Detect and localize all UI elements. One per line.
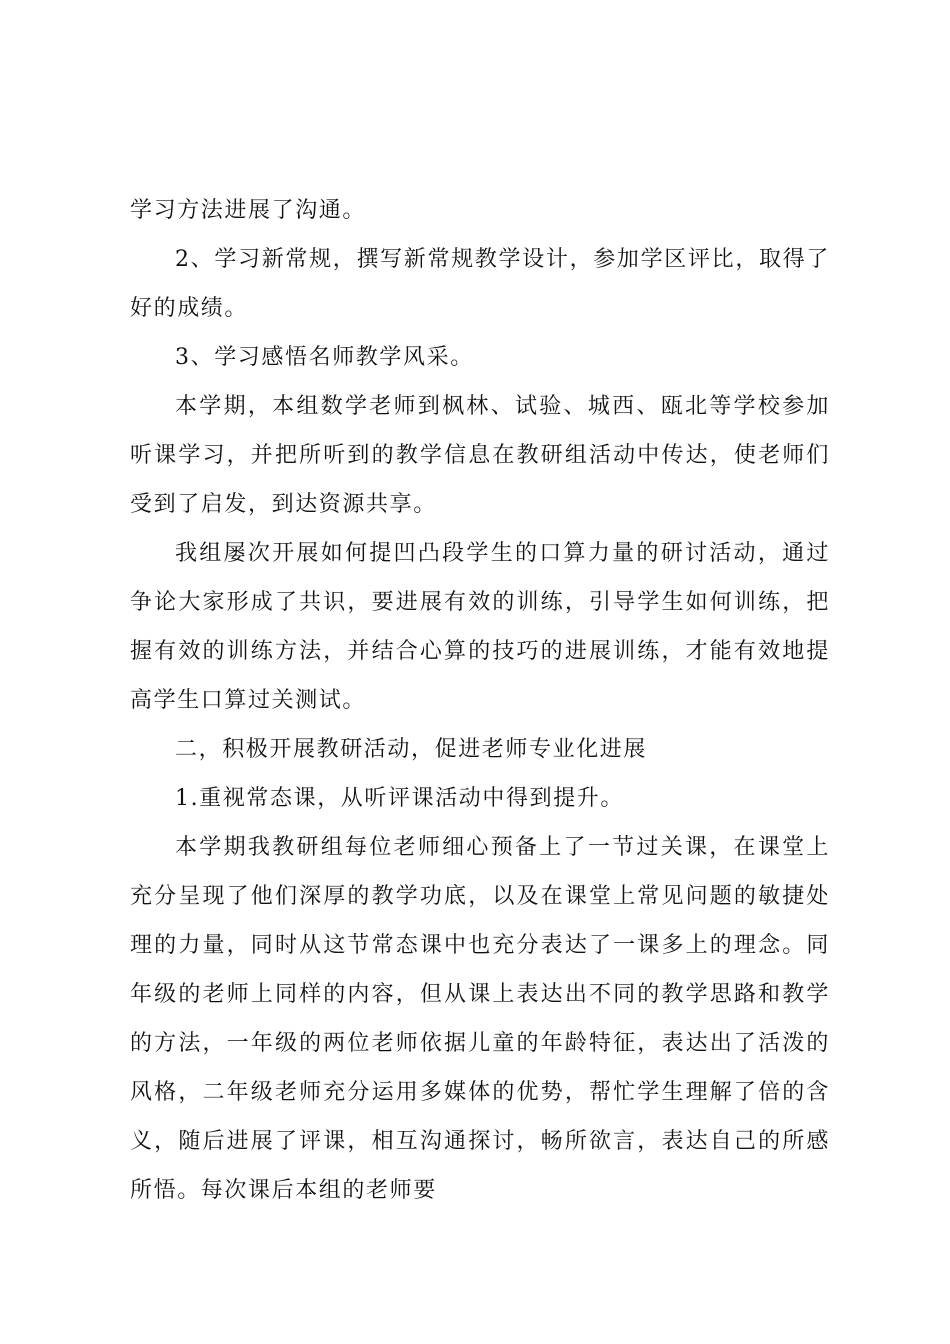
document-body [130, 186, 830, 1215]
paragraph-continuation: 学习方法进展了沟通。 [130, 198, 367, 223]
paragraph-class-review: 本学期我教研组每位老师细心预备上了一节过关课，在课堂上充分呈现了他们深厚的教学功底，以及在课堂上常见问题的敏捷处理的力量，同时从这节常态课中也充分表达了一课多上的理念。同年级的老师上同样的内容，但从课上表达出不同的教学思路和教学的方法，一年级的两位老师依据儿童的年龄特征，表达出了活泼的风格，二年级老师充分运用多媒体的优势，帮忙学生理解了倍的含义，随后进展了评课，相互沟通探讨，畅所欲言，表达自己的所感所悟。每次课后本组的老师要 [130, 835, 830, 1203]
paragraph-lectures: 本学期，本组数学老师到枫林、试验、城西、瓯北等学校参加听课学习，并把所听到的教学信息在教研组活动中传达，使老师们受到了启发，到达资源共享。 [130, 394, 830, 517]
section-heading-two: 二，积极开展教研活动，促进老师专业化进展 [175, 737, 648, 762]
paragraph-item-3: 3、学习感悟名师教学风采。 [175, 345, 474, 370]
paragraph-oral-arithmetic: 我组屡次开展如何提凹凸段学生的口算力量的研讨活动，通过争论大家形成了共识，要进展有效的训练，引导学生如何训练，把握有效的训练方法，并结合心算的技巧的进展训练，才能有效地提高学生口算过关测试。 [130, 541, 830, 713]
paragraph-item-2: 2、学习新常规，撰写新常规教学设计，参加学区评比，取得了好的成绩。 [130, 247, 830, 321]
subheading-one: 1.重视常态课，从听评课活动中得到提升。 [175, 786, 624, 811]
